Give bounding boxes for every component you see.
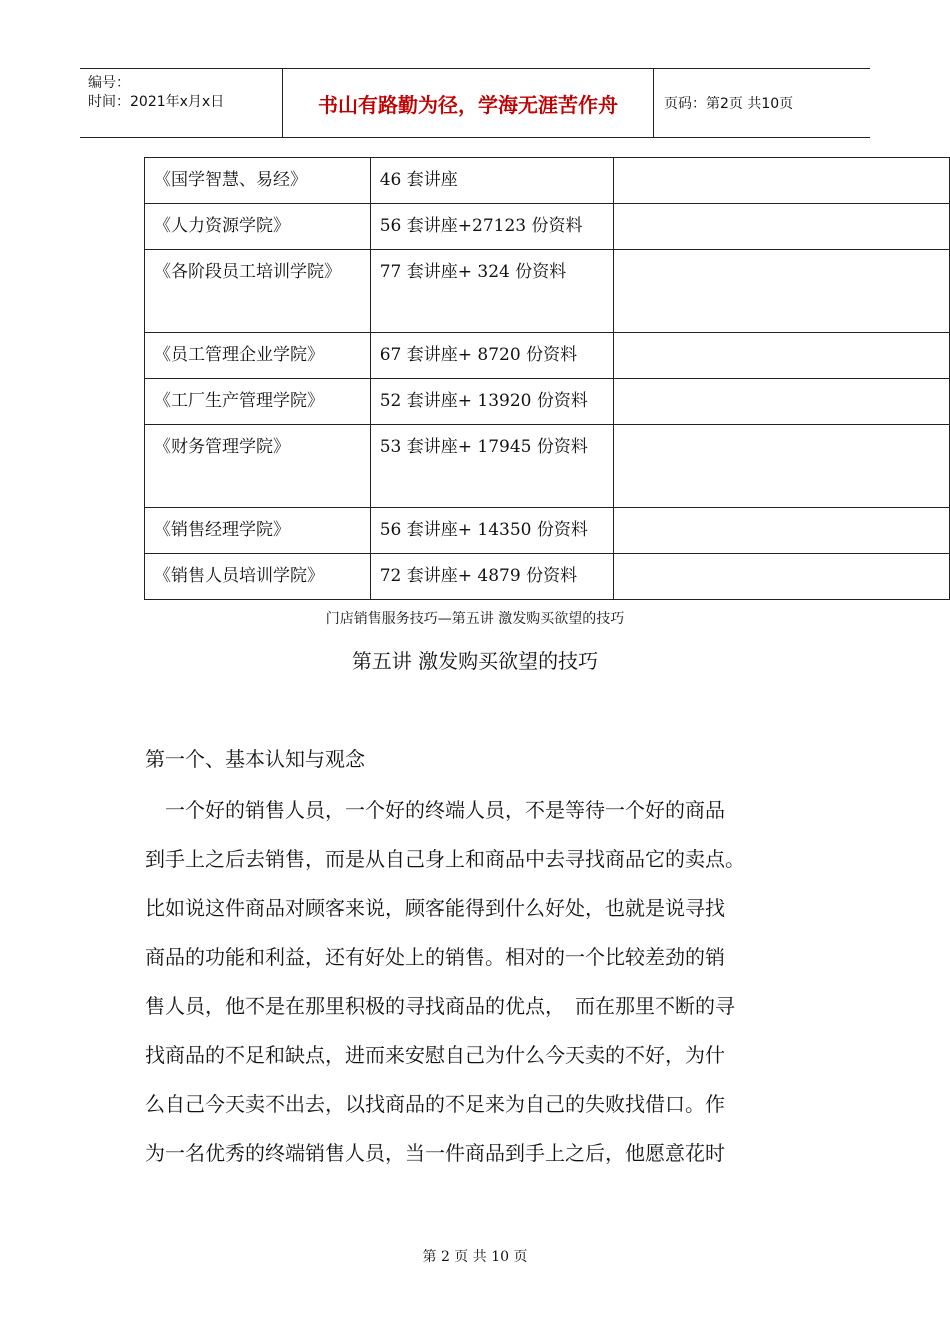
table-row bbox=[145, 425, 950, 508]
course-extra bbox=[614, 379, 950, 425]
course-content: 72 套讲座+ 4879 份资料 bbox=[370, 554, 614, 600]
course-extra bbox=[614, 250, 950, 333]
header-meta bbox=[80, 69, 282, 137]
table-row bbox=[145, 158, 950, 204]
document-date: 时间：2021年x月x日 bbox=[88, 94, 225, 110]
course-extra bbox=[614, 425, 950, 508]
table-row bbox=[145, 554, 950, 600]
catalog-table bbox=[144, 157, 950, 600]
table-row bbox=[145, 333, 950, 379]
paragraph-line: 商品的功能和利益，还有好处上的销售。相对的一个比较差劲的销 bbox=[145, 945, 725, 969]
page-footer: 第 2 页 共 10 页 bbox=[422, 1249, 528, 1265]
table-row bbox=[145, 508, 950, 554]
course-content: 67 套讲座+ 8720 份资料 bbox=[370, 333, 614, 379]
table-row bbox=[145, 379, 950, 425]
table-row bbox=[145, 250, 950, 333]
page-header bbox=[80, 68, 870, 138]
course-name: 《销售人员培训学院》 bbox=[145, 554, 371, 600]
course-name: 《财务管理学院》 bbox=[145, 425, 371, 508]
body-paragraph bbox=[145, 786, 815, 1178]
header-motto: 书山有路勤为径，学海无涯苦作舟 bbox=[318, 92, 618, 117]
course-name: 《国学智慧、易经》 bbox=[145, 158, 371, 204]
paragraph-line: 售人员，他不是在那里积极的寻找商品的优点， 而在那里不断的寻 bbox=[145, 994, 735, 1018]
course-content: 77 套讲座+ 324 份资料 bbox=[370, 250, 614, 333]
table-row bbox=[145, 204, 950, 250]
document-number: 编号： bbox=[88, 75, 130, 91]
lecture-subtitle: 门店销售服务技巧—第五讲 激发购买欲望的技巧 bbox=[325, 611, 625, 627]
course-content: 52 套讲座+ 13920 份资料 bbox=[370, 379, 614, 425]
course-name: 《人力资源学院》 bbox=[145, 204, 371, 250]
course-extra bbox=[614, 333, 950, 379]
course-name: 《各阶段员工培训学院》 bbox=[145, 250, 371, 333]
paragraph-line: 为一名优秀的终端销售人员，当一件商品到手上之后，他愿意花时 bbox=[145, 1141, 725, 1165]
paragraph-line: 么自己今天卖不出去，以找商品的不足来为自己的失败找借口。作 bbox=[145, 1092, 725, 1116]
paragraph-line: 到手上之后去销售，而是从自己身上和商品中去寻找商品它的卖点。 bbox=[145, 847, 745, 871]
course-content: 56 套讲座+ 14350 份资料 bbox=[370, 508, 614, 554]
paragraph-line: 找商品的不足和缺点，进而来安慰自己为什么今天卖的不好，为什 bbox=[145, 1043, 725, 1067]
course-extra bbox=[614, 204, 950, 250]
header-page-info: 页码：第2页 共10页 bbox=[664, 96, 794, 112]
paragraph-line: 一个好的销售人员，一个好的终端人员，不是等待一个好的商品 bbox=[145, 798, 725, 822]
course-name: 《工厂生产管理学院》 bbox=[145, 379, 371, 425]
course-content: 53 套讲座+ 17945 份资料 bbox=[370, 425, 614, 508]
course-name: 《销售经理学院》 bbox=[145, 508, 371, 554]
section-heading: 第一个、基本认知与观念 bbox=[145, 747, 365, 771]
course-name: 《员工管理企业学院》 bbox=[145, 333, 371, 379]
lecture-title: 第五讲 激发购买欲望的技巧 bbox=[351, 649, 599, 673]
course-extra bbox=[614, 554, 950, 600]
course-content: 46 套讲座 bbox=[370, 158, 614, 204]
course-extra bbox=[614, 508, 950, 554]
course-content: 56 套讲座+27123 份资料 bbox=[370, 204, 614, 250]
header-divider bbox=[653, 69, 654, 137]
paragraph-line: 比如说这件商品对顾客来说，顾客能得到什么好处，也就是说寻找 bbox=[145, 896, 725, 920]
course-extra bbox=[614, 158, 950, 204]
